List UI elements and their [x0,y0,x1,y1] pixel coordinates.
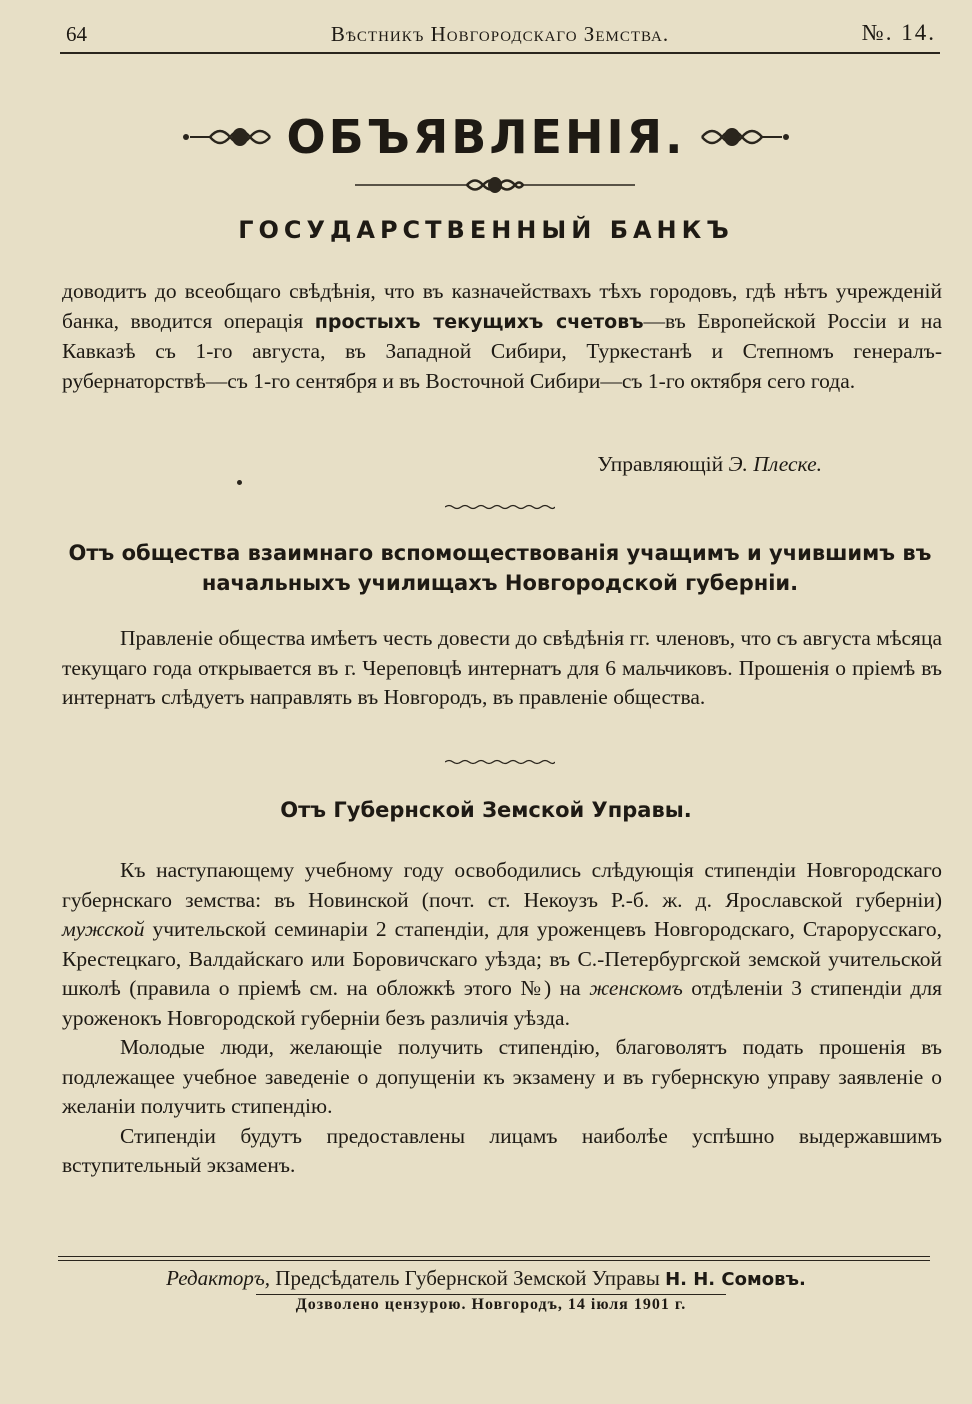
zemstvo-text-a: Къ наступающему учебному году освободились слѣдующія стипендіи Новгородскаго губернскаго земства: въ Новинской (почт. ст. Некоузъ Р.-б. ж. д. Ярославской губерніи) [62,858,942,912]
editor-name: Н. Н. Сомовъ. [665,1269,806,1290]
page-number: 64 [66,22,87,46]
zemstvo-text-b: учительской семинаріи 2 стапендіи, для уроженцевъ Новгородскаго, Старорусскаго, Крестецкаго, Валдайскаго или Боровичскаго уѣзда; въ С.-Петербургской земской учительской школѣ (правила о пріемѣ см. на обложкѣ этого №) на [62,917,942,1000]
bank-text-bold: простыхъ текущихъ счетовъ [314,310,644,333]
society-heading [60,538,940,598]
page-title: ОБЪЯВЛЕНІЯ. [286,110,686,164]
print-speck [237,480,242,485]
bank-notice [62,277,942,396]
bank-text-1: доводитъ до всеобщаго свѣдѣнія, что въ казначействахъ тѣхъ городовъ, гдѣ нѣтъ учрежденій банка, вводится операція [62,279,942,333]
signature-name: Э. Плеске. [728,452,822,476]
zemstvo-heading: Отъ Губернской Земской Управы. [280,798,692,822]
right-ornament-icon [700,122,792,152]
editor-line [0,1266,972,1291]
zemstvo-text-c: отдѣленіи 3 стипендіи для уроженокъ Новгородской губерніи безъ различія уѣзда. [62,976,942,1030]
signature-role: Управляющій [597,452,724,476]
title-row [0,110,972,170]
society-heading-line1: Отъ общества взаимнаго вспомоществованія учащимъ и учившимъ въ [68,541,932,565]
footer-rule [58,1260,930,1261]
journal-title: Вѣстникъ Новгородскаго Земства. [330,22,670,46]
society-notice [62,624,942,713]
left-ornament-icon [180,122,272,152]
bank-signature [597,452,822,477]
bank-heading: ГОСУДАРСТВЕННЫЙ БАНКЪ [238,216,734,244]
footer-rule [58,1256,930,1257]
bank-text-2: —въ Европейской Россіи и на Кавказѣ съ 1-го августа, въ Западной Сибири, Туркестанѣ и Степномъ генералъ-рубернаторствѣ—съ 1-го сентября и въ Восточной Сибири—съ 1-го октября сего года. [62,308,942,393]
zemstvo-text-female: женскомъ [589,976,683,1000]
zemstvo-text-male: мужской [62,917,145,941]
censor-line: Дозволено цензурою. Новгородъ, 14 іюля 1901 г. [256,1294,726,1314]
issue-number: №. 14. [861,20,936,45]
editor-label: Редакторъ, [166,1266,271,1290]
ornamental-divider-icon [355,174,635,196]
society-text: Правленіе общества имѣетъ честь довести до свѣдѣнія гг. членовъ, что съ августа мѣсяца текущаго года открывается въ г. Череповцѣ интернатъ для 6 мальчиковъ. Прошенія о пріемѣ въ интернатъ слѣдуетъ направлять въ Новгородъ, въ правленіе общества. [62,626,942,709]
squiggle-divider-icon [445,503,555,511]
society-heading-line2: начальныхъ училищахъ Новгородской губерніи. [201,571,799,595]
editor-text: Предсѣдатель Губернской Земской Управы [270,1266,666,1290]
squiggle-divider-icon [445,758,555,766]
zemstvo-paragraph-2: Молодые люди, желающіе получить стипендію, благоволятъ подать прошенія въ подлежащее учебное заведеніе о допущеніи къ экзамену и въ губернскую управу заявленіе о желаніи получить стипендію. [62,1035,942,1118]
running-header [60,18,940,54]
zemstvo-paragraph-3: Стипендіи будутъ предоставлены лицамъ наиболѣе успѣшно выдержавшимъ вступительный экзаменъ. [62,1123,942,1177]
zemstvo-paragraph-1 [62,856,942,1033]
zemstvo-notice [62,856,942,1181]
